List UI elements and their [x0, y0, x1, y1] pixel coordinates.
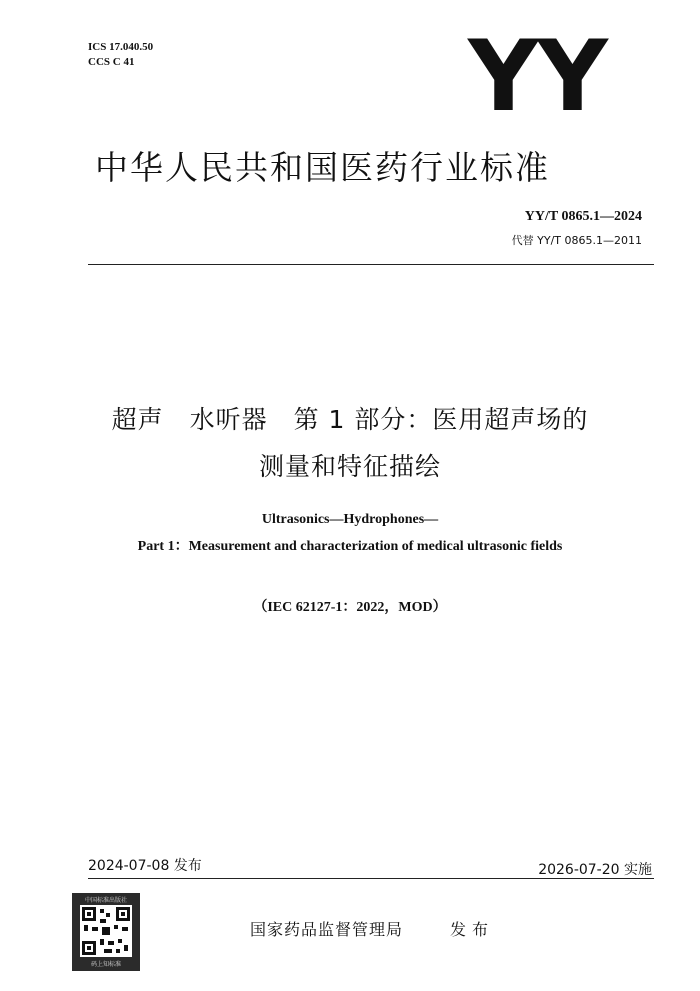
ics-code: ICS 17.040.50	[88, 41, 154, 53]
footer-divider	[88, 878, 654, 879]
standard-category-title: 中华人民共和国医药行业标准	[95, 148, 550, 187]
implementation-date: 2026-07-20 实施	[538, 862, 652, 878]
qr-bottom-label: 码上知标准	[90, 961, 121, 968]
chinese-title-line-1: 超声 水听器 第 1 部分：医用超声场的	[111, 405, 589, 434]
standard-number: YY/T 0865.1—2024	[524, 209, 642, 224]
english-title-line-1: Ultrasonics—Hydrophones—	[261, 512, 439, 527]
issuing-action: 发布	[450, 920, 495, 939]
chinese-title-line-2: 测量和特征描绘	[258, 452, 441, 481]
ccs-code: CCS C 41	[88, 56, 135, 68]
classification-codes	[88, 40, 153, 70]
yy-logo: YY	[468, 20, 606, 134]
qr-top-label: 中国标准出版社	[84, 897, 127, 904]
replaces-standard: 代替 YY/T 0865.1—2011	[511, 234, 642, 247]
qr-code-panel[interactable]	[72, 893, 140, 971]
issuing-authority: 国家药品监督管理局	[250, 920, 404, 939]
qr-code-icon[interactable]	[80, 905, 132, 957]
english-title-line-2: Part 1：Measurement and characterization of medical ultrasonic fields	[137, 539, 563, 554]
issue-date: 2024-07-08 发布	[88, 858, 202, 874]
header-divider	[88, 264, 654, 265]
equivalence-statement: （IEC 62127-1：2022，MOD）	[253, 600, 447, 615]
